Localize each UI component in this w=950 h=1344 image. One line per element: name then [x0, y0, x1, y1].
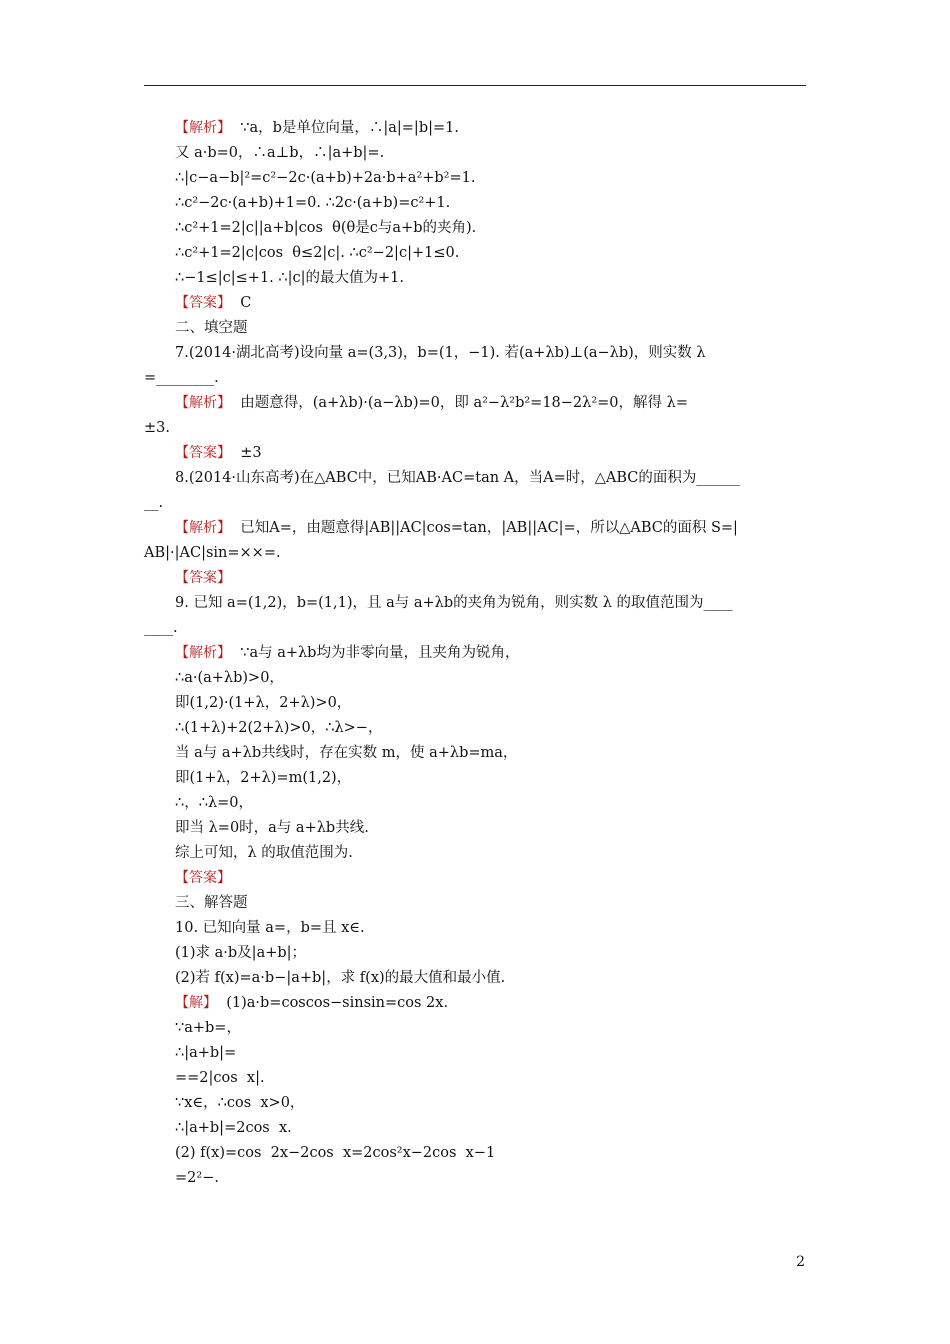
line-text: 9. 已知 a=(1,2)，b=(1,1)，且 a与 a+λb的夹角为锐角，则实数 λ 的取值范围为____ [175, 595, 733, 611]
text-line [175, 168, 475, 188]
text-line [175, 568, 231, 588]
line-text: (2) f(x)=cos 2x−2cos x=2cos²x−2cos x−1 [175, 1145, 496, 1161]
solution-tag: 【解】 [175, 995, 217, 1011]
text-line [175, 843, 353, 863]
line-text: 7.(2014·湖北高考)设向量 a=(3,3)，b=(1，−1). 若(a+λb)⊥(a−λb)，则实数 λ [175, 345, 706, 361]
line-text: 已知A=，由题意得|AB||AC|cos=tan，|AB||AC|=，所以△ABC的面积 S=| [231, 520, 738, 536]
line-text: ∴−1≤|c|≤+1. ∴|c|的最大值为+1. [175, 270, 404, 286]
line-text: (1)a·b=coscos−sinsin=cos 2x. [217, 995, 449, 1011]
text-line [175, 1118, 292, 1138]
text-line [175, 1018, 241, 1038]
text-line [175, 293, 251, 313]
line-text: 当 a与 a+λb共线时，存在实数 m，使 a+λb=ma， [175, 745, 518, 761]
line-text: ∴c²+1=2|c|cos θ≤2|c|. ∴c²−2|c|+1≤0. [175, 245, 460, 261]
answer-tag: 【答案】 [175, 870, 231, 886]
line-text: ±3. [144, 420, 170, 436]
text-line [175, 918, 365, 938]
line-text: ±3 [231, 445, 262, 461]
line-text: (2)若 f(x)=a·b−|a+b|，求 f(x)的最大值和最小值. [175, 970, 506, 986]
text-line [175, 468, 740, 488]
text-line [175, 143, 384, 163]
line-text: 即(1,2)·(1+λ，2+λ)>0， [175, 695, 352, 711]
line-text: 即当 λ=0时，a与 a+λb共线. [175, 820, 369, 836]
text-line [175, 193, 450, 213]
text-line [175, 343, 706, 363]
line-text: ∴c²+1=2|c||a+b|cos θ(θ是c与a+b的夹角). [175, 220, 477, 236]
line-text: 又 a·b=0，∴a⊥b，∴|a+b|=. [175, 145, 385, 161]
line-text: __. [144, 495, 164, 511]
analysis-tag: 【解析】 [175, 520, 231, 536]
answer-tag: 【答案】 [175, 295, 231, 311]
text-line [144, 368, 219, 388]
line-text: ∴(1+λ)+2(2+λ)>0，∴λ>−， [175, 720, 383, 736]
line-text: =2²−. [175, 1170, 219, 1186]
text-line [175, 1168, 219, 1188]
text-line [175, 243, 459, 263]
line-text: (1)求 a·b及|a+b|； [175, 945, 307, 961]
line-text: ∴|c−a−b|²=c²−2c·(a+b)+2a·b+a²+b²=1. [175, 170, 476, 186]
text-line [175, 968, 505, 988]
line-text: 8.(2014·山东高考)在△ABC中，已知AB·AC=tan A，当A=时，△ABC的面积为______ [175, 470, 740, 486]
line-text: 由题意得，(a+λb)·(a−λb)=0，即 a²−λ²b²=18−2λ²=0，解得 λ= [231, 395, 688, 411]
text-line [175, 268, 404, 288]
line-text: AB|·|AC|sin=××=. [144, 545, 281, 561]
line-text: ∵x∈，∴cos x>0， [175, 1095, 305, 1111]
answer-tag: 【答案】 [175, 445, 231, 461]
text-line [175, 393, 688, 413]
line-text: ∴a·(a+λb)>0， [175, 670, 284, 686]
text-line [175, 1143, 495, 1163]
line-text: 三、解答题 [175, 895, 248, 911]
line-text: ∴，∴λ=0， [175, 795, 254, 811]
line-text: 二、填空题 [175, 320, 248, 336]
line-text: ∵a+b=， [175, 1020, 241, 1036]
text-line [175, 518, 738, 538]
line-text: 10. 已知向量 a=，b=且 x∈. [175, 920, 365, 936]
text-line [144, 618, 178, 638]
line-text: =________. [144, 370, 219, 386]
text-line [175, 1093, 304, 1113]
text-line [175, 693, 351, 713]
header-rule [144, 85, 806, 86]
line-text: 综上可知，λ 的取值范围为. [175, 845, 353, 861]
line-text: ==2|cos x|. [175, 1070, 265, 1086]
text-line [175, 443, 262, 463]
text-line [175, 643, 519, 663]
text-line [175, 668, 284, 688]
text-line [175, 893, 248, 913]
text-line [175, 1043, 236, 1063]
line-text: ∵a，b是单位向量，∴|a|=|b|=1. [231, 120, 459, 136]
analysis-tag: 【解析】 [175, 120, 231, 136]
line-text: ∴c²−2c·(a+b)+1=0. ∴2c·(a+b)=c²+1. [175, 195, 451, 211]
text-line [175, 1068, 265, 1088]
text-line [175, 718, 382, 738]
line-text: ∴|a+b|=2cos x. [175, 1120, 292, 1136]
text-line [144, 493, 163, 513]
text-line [175, 743, 517, 763]
answer-tag: 【答案】 [175, 570, 231, 586]
text-line [175, 593, 733, 613]
line-text: C [231, 295, 252, 311]
line-text: 即(1+λ，2+λ)=m(1,2)， [175, 770, 352, 786]
analysis-tag: 【解析】 [175, 395, 231, 411]
text-line [144, 543, 281, 563]
text-line [175, 818, 369, 838]
text-line [175, 768, 351, 788]
text-line [175, 118, 459, 138]
analysis-tag: 【解析】 [175, 645, 231, 661]
text-line [175, 218, 476, 238]
text-line [175, 793, 253, 813]
text-line [175, 318, 248, 338]
line-text: ∵a与 a+λb均为非零向量，且夹角为锐角， [231, 645, 520, 661]
text-line [144, 418, 170, 438]
text-line [175, 993, 448, 1013]
line-text: ∴|a+b|= [175, 1045, 237, 1061]
line-text: ____. [144, 620, 178, 636]
page-number: 2 [796, 1254, 805, 1270]
text-line [175, 943, 306, 963]
text-line [175, 868, 231, 888]
